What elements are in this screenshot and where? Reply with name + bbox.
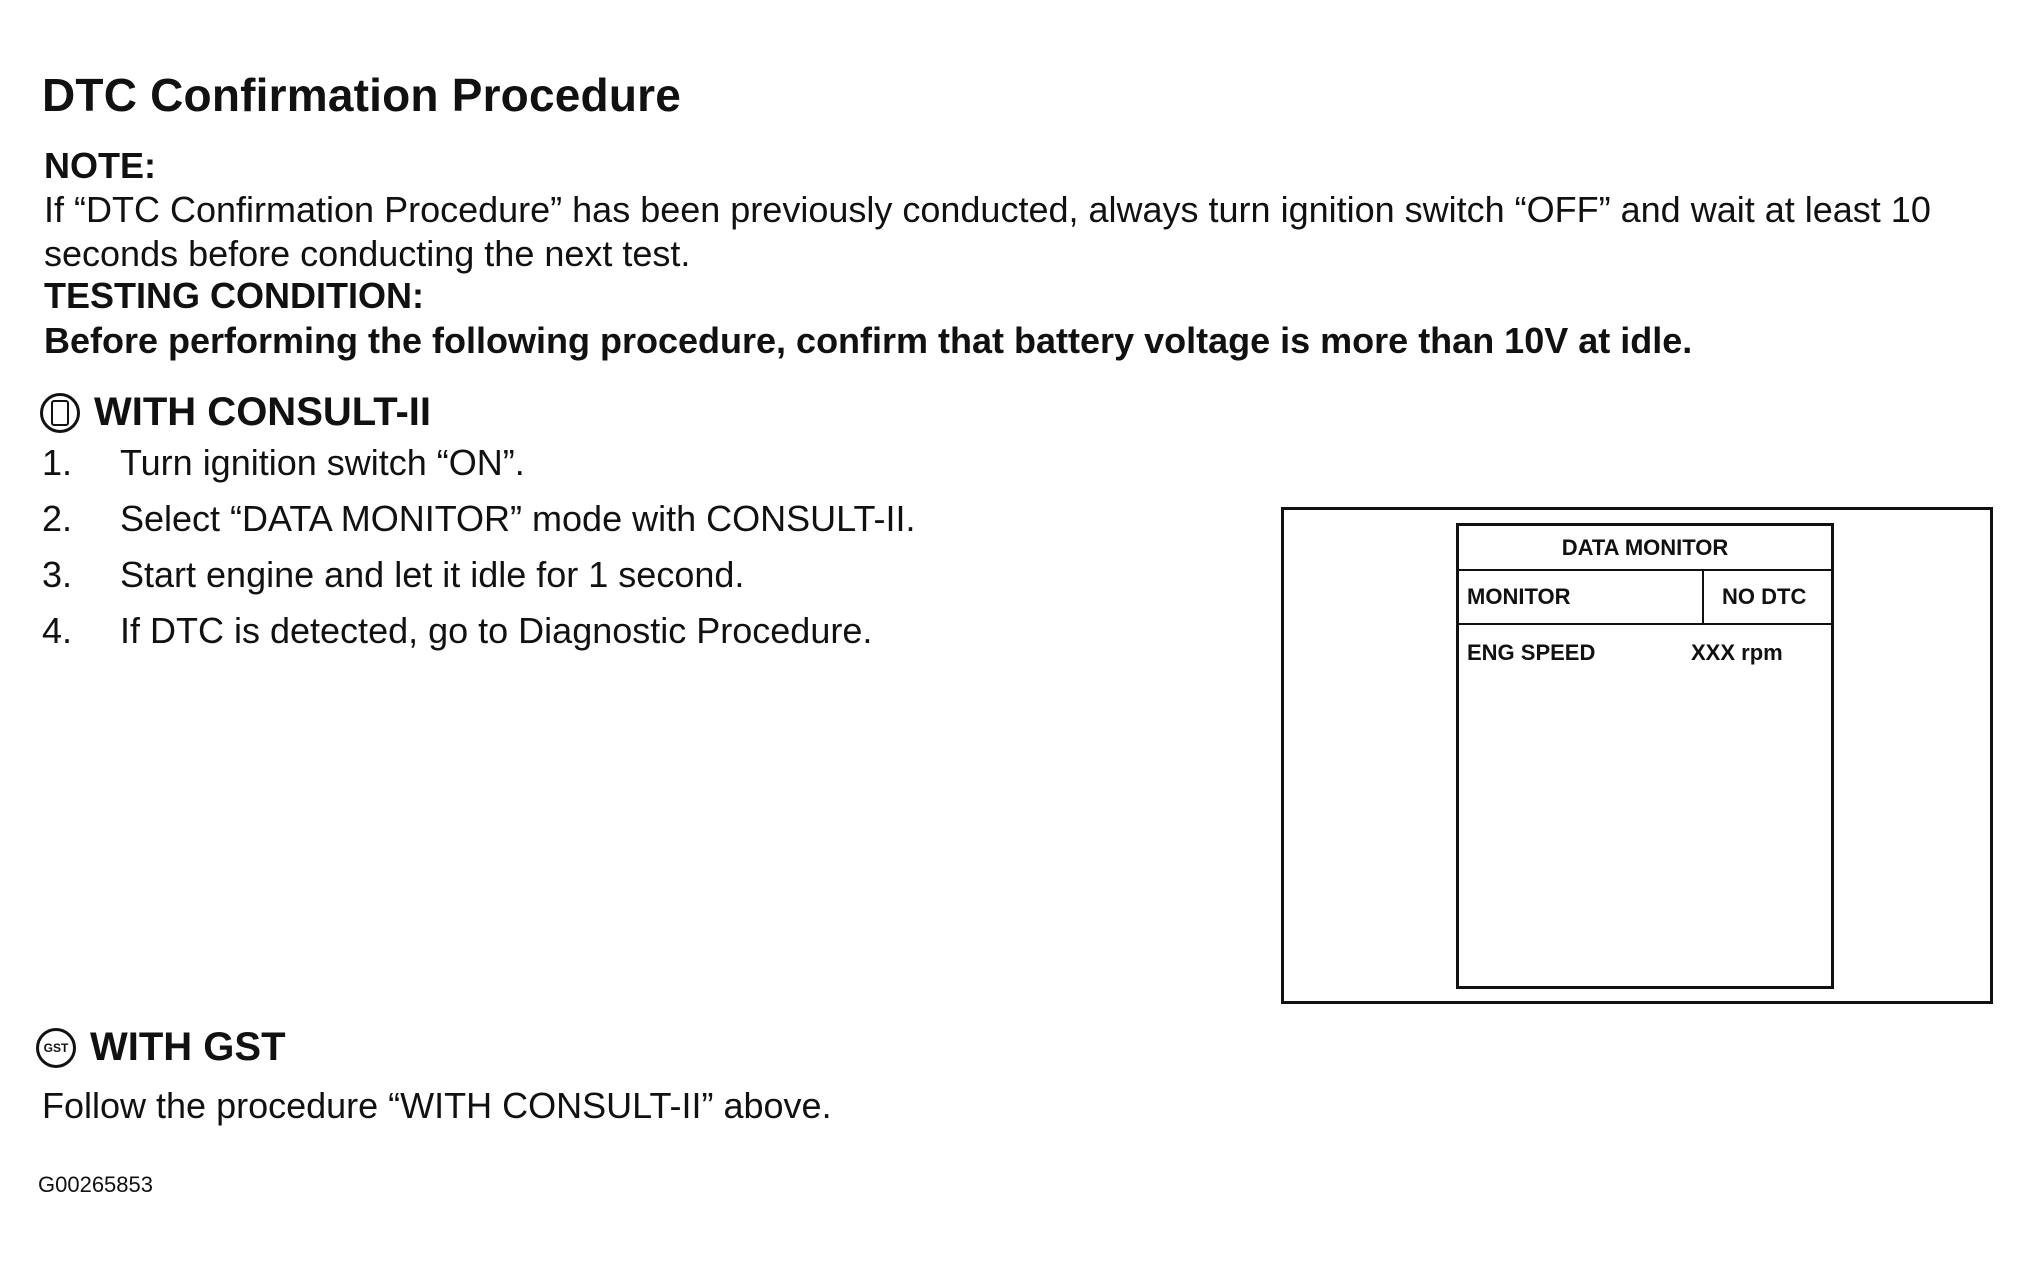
figure-code: G00265853 bbox=[38, 1172, 153, 1197]
item-label: ENG SPEED bbox=[1467, 640, 1596, 665]
column-divider bbox=[1702, 571, 1704, 623]
list-item bbox=[42, 554, 915, 610]
page-title: DTC Confirmation Procedure bbox=[42, 69, 682, 121]
item-value: XXX rpm bbox=[1691, 640, 1783, 665]
step-number: 1. bbox=[42, 442, 73, 483]
gst-section-heading bbox=[36, 1025, 286, 1070]
step-number: 4. bbox=[42, 610, 73, 651]
screen-header-row bbox=[1459, 571, 1831, 625]
step-text: Start engine and let it idle for 1 second. bbox=[120, 554, 745, 595]
testing-condition-heading: TESTING CONDITION: bbox=[44, 275, 424, 316]
gst-heading-label: WITH GST bbox=[90, 1025, 286, 1069]
data-monitor-screen bbox=[1456, 523, 1834, 989]
list-item bbox=[42, 610, 915, 666]
list-item bbox=[42, 442, 915, 498]
step-number: 3. bbox=[42, 554, 73, 595]
step-text: Select “DATA MONITOR” mode with CONSULT-II. bbox=[120, 498, 916, 539]
testing-condition-text: Before performing the following procedure, confirm that battery voltage is more than 10V at idle. bbox=[44, 320, 1693, 361]
screen-title: DATA MONITOR bbox=[1459, 526, 1831, 571]
step-number: 2. bbox=[42, 498, 73, 539]
consult-section-heading bbox=[40, 390, 431, 435]
status-label: NO DTC bbox=[1722, 584, 1807, 609]
consult-steps-list bbox=[42, 442, 915, 666]
note-text: If “DTC Confirmation Procedure” has been previously conducted, always turn ignition switch “OFF” and wait at least 10 seconds before conducting the next test. bbox=[44, 189, 1931, 274]
list-item bbox=[42, 498, 915, 554]
gst-icon: GST bbox=[36, 1028, 76, 1068]
gst-text: Follow the procedure “WITH CONSULT-II” above. bbox=[42, 1085, 832, 1126]
consult-heading-label: WITH CONSULT-II bbox=[94, 390, 431, 434]
step-text: If DTC is detected, go to Diagnostic Procedure. bbox=[120, 610, 873, 651]
step-text: Turn ignition switch “ON”. bbox=[120, 442, 525, 483]
consult-icon bbox=[40, 393, 80, 433]
note-heading: NOTE: bbox=[44, 145, 156, 186]
monitor-label: MONITOR bbox=[1467, 584, 1571, 609]
